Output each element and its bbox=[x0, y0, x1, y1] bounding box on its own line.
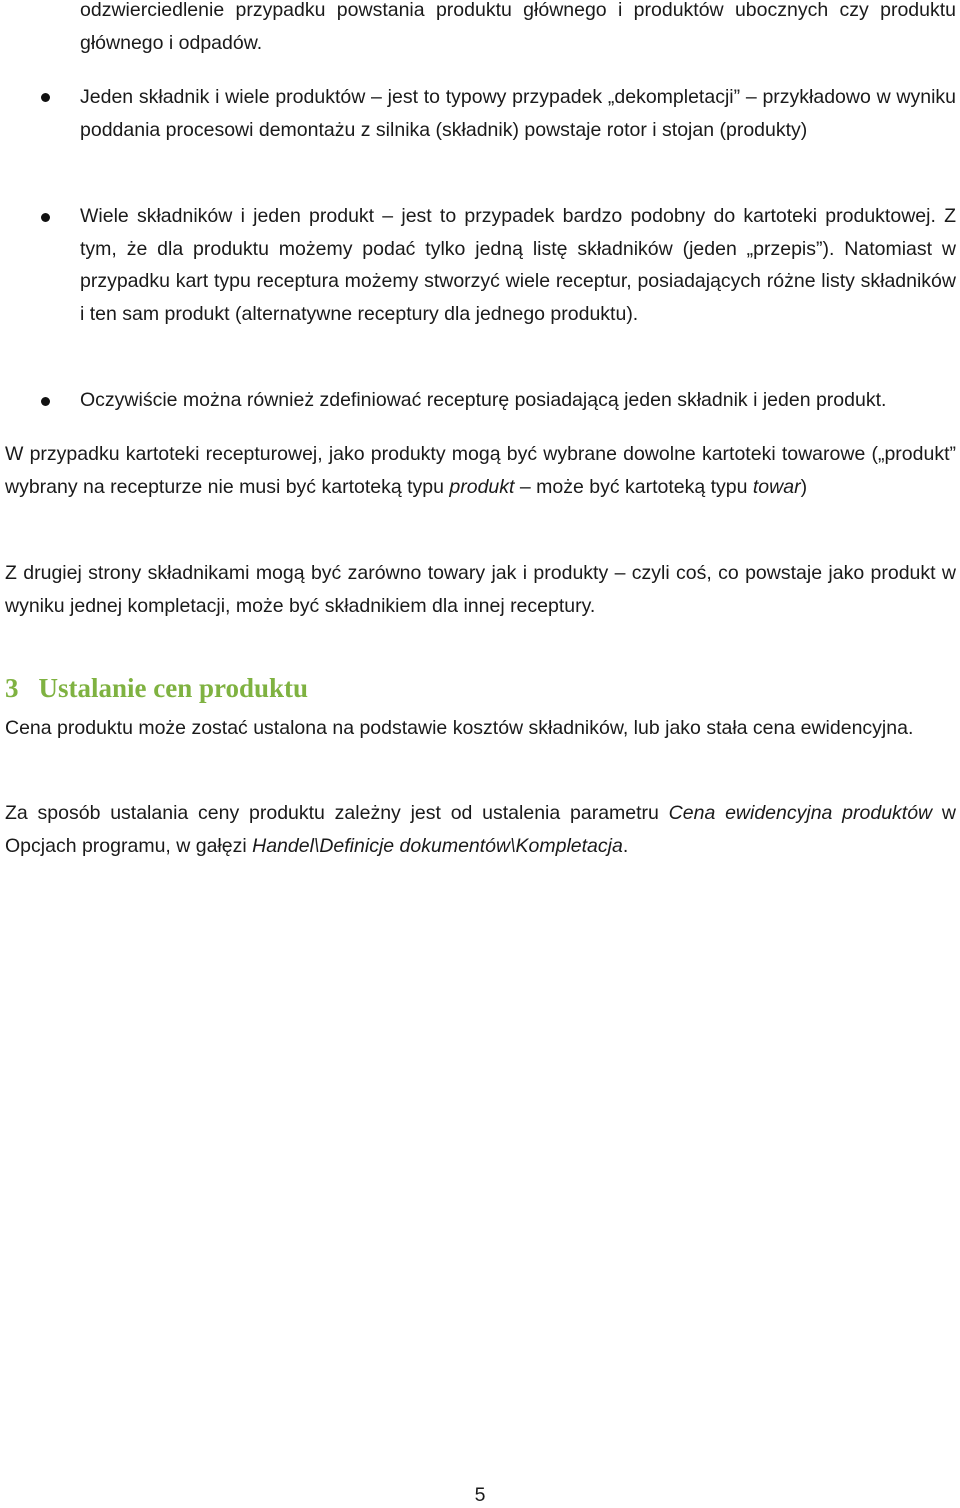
section-title: Ustalanie cen produktu bbox=[38, 673, 309, 703]
paragraph-price-setting bbox=[5, 797, 956, 862]
paragraph-text: – może być kartoteką typu bbox=[514, 475, 753, 498]
paragraph-text: w Opcjach programu, w gałęzi bbox=[5, 802, 957, 857]
italic-term: Cena ewidencyjna produktów bbox=[668, 802, 933, 824]
paragraph-text: . bbox=[622, 834, 629, 857]
bullet-dot-icon bbox=[41, 213, 50, 222]
paragraph-ingredients bbox=[5, 557, 956, 622]
paragraph-price-basis bbox=[5, 712, 956, 745]
paragraph-text: Z drugiej strony składnikami mogą być zarówno towary jak i produkty – czyli coś, co powstaje jako produkt w wyniku jednej kompletacji, może być składnikiem dla innej receptury. bbox=[5, 562, 956, 617]
section-heading bbox=[5, 673, 308, 704]
section-number: 3 bbox=[5, 673, 19, 703]
bullet-dot-icon bbox=[41, 93, 50, 102]
italic-term: produkt bbox=[449, 475, 515, 498]
bullet-item bbox=[80, 384, 956, 417]
paragraph-text: ) bbox=[800, 475, 808, 498]
bullet-item bbox=[80, 81, 956, 146]
italic-term: Handel\Definicje dokumentów\Kompletacja bbox=[252, 834, 623, 857]
bullet-text: Jeden składnik i wiele produktów – jest to typowy przypadek „dekompletacji” – przykładowo w wyniku poddania procesowi demontażu z silnika (składnik) powstaje rotor i stojan (produkty) bbox=[80, 86, 956, 141]
bullet-text: Oczywiście można również zdefiniować recepturę posiadającą jeden składnik i jeden produkt. bbox=[80, 389, 887, 411]
bullet-item-continuation bbox=[80, 0, 956, 59]
bullet-text: Wiele składników i jeden produkt – jest to przypadek bardzo podobny do kartoteki produktowej. Z tym, że dla produktu możemy podać tylko jedną listę składników (jeden „przepis”). Natomiast w przypadku kart typu receptura możemy stworzyć wiele receptur, posiadających różne listy składników i ten sam produkt (alternatywne receptury dla jednego produktu). bbox=[80, 205, 956, 325]
italic-term: towar bbox=[752, 475, 801, 498]
bullet-text: odzwierciedlenie przypadku powstania produktu głównego i produktów ubocznych czy produktu głównego i odpadów. bbox=[80, 0, 956, 54]
paragraph-text: W przypadku kartoteki recepturowej, jako produkty mogą być wybrane dowolne kartoteki towarowe („produkt” wybrany na recepturze nie musi być kartoteką typu bbox=[5, 443, 956, 498]
page-number: 5 bbox=[474, 1484, 486, 1506]
bullet-item bbox=[80, 200, 956, 330]
bullet-dot-icon bbox=[41, 397, 50, 406]
paragraph-text: Za sposób ustalania ceny produktu zależny jest od ustalenia parametru bbox=[5, 802, 669, 824]
paragraph-text: Cena produktu może zostać ustalona na podstawie kosztów składników, lub jako stała cena ewidencyjna. bbox=[5, 717, 914, 739]
paragraph-product-cards bbox=[5, 438, 956, 503]
